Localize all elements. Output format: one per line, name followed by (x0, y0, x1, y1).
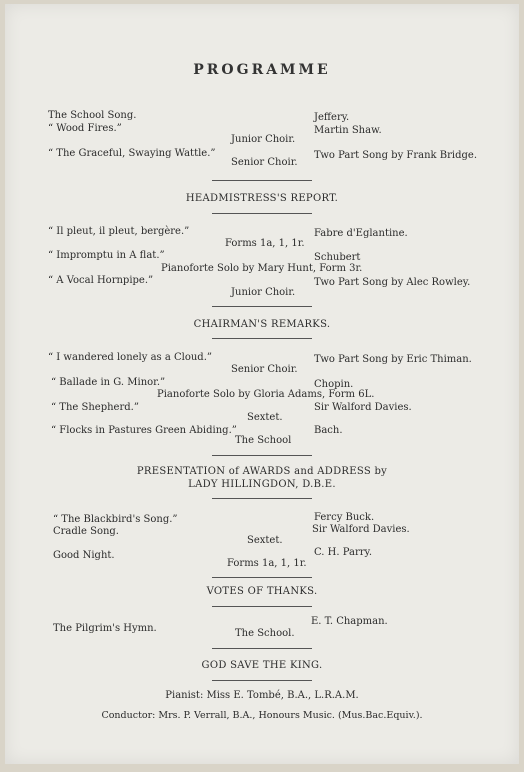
divider (212, 180, 312, 181)
item-left: “ The Graceful, Swaying Wattle.” (48, 148, 216, 159)
item-performer: Senior Choir. (231, 157, 298, 168)
item-performer: Pianoforte Solo by Mary Hunt, Form 3r. (161, 263, 363, 274)
item-performer: Junior Choir. (231, 134, 296, 145)
item-left: “ Ballade in G. Minor.” (51, 377, 166, 388)
item-left: “ Il pleut, il pleut, bergère.” (48, 226, 190, 237)
item-left: “ Wood Fires.” (48, 123, 122, 134)
pianist-credit: Pianist: Miss E. Tombé, B.A., L.R.A.M. (165, 690, 359, 701)
item-left: “ Flocks in Pastures Green Abiding.” (51, 425, 237, 436)
item-performer: Sextet. (247, 535, 283, 546)
item-left: Good Night. (53, 550, 115, 561)
item-right: E. T. Chapman. (311, 616, 388, 627)
item-left: “ The Blackbird's Song.” (53, 514, 178, 525)
item-left: The School Song. (48, 110, 137, 121)
section-heading: HEADMISTRESS'S REPORT. (185, 193, 339, 204)
divider (212, 306, 312, 307)
item-left: “ A Vocal Hornpipe.” (48, 275, 154, 286)
section-heading: LADY HILLINGDON, D.B.E. (188, 479, 336, 490)
item-performer: Forms 1a, 1, 1r. (227, 558, 307, 569)
item-performer: Forms 1a, 1, 1r. (225, 238, 305, 249)
divider (212, 606, 312, 607)
section-heading: PRESENTATION of AWARDS and ADDRESS by (136, 466, 388, 477)
section-heading: GOD SAVE THE KING. (201, 660, 323, 671)
item-performer: Pianoforte Solo by Gloria Adams, Form 6L. (157, 389, 375, 400)
divider (212, 498, 312, 499)
conductor-credit: Conductor: Mrs. P. Verrall, B.A., Honours Music. (Mus.Bac.Equiv.). (101, 710, 423, 721)
item-left: “ Impromptu in A flat.” (48, 250, 165, 261)
item-left: Cradle Song. (53, 526, 119, 537)
item-performer: Sextet. (247, 412, 283, 423)
item-right: C. H. Parry. (314, 547, 373, 558)
item-performer: The School (235, 435, 292, 446)
programme-sheet (5, 4, 519, 764)
item-right: Chopin. (314, 379, 354, 390)
item-left: The Pilgrim's Hymn. (53, 623, 157, 634)
item-performer: The School. (235, 628, 295, 639)
section-heading: CHAIRMAN'S REMARKS. (193, 319, 331, 330)
divider (212, 455, 312, 456)
item-right: Two Part Song by Eric Thiman. (314, 354, 472, 365)
divider (212, 213, 312, 214)
item-left: “ I wandered lonely as a Cloud.” (48, 352, 212, 363)
item-right: Jeffery. (314, 112, 350, 123)
item-right: Sir Walford Davies. (312, 524, 410, 535)
divider (212, 648, 312, 649)
item-performer: Junior Choir. (231, 287, 296, 298)
divider (212, 680, 312, 681)
item-right: Bach. (314, 425, 343, 436)
programme-title: PROGRAMME (193, 62, 331, 78)
item-right: Two Part Song by Alec Rowley. (314, 277, 471, 288)
divider (212, 577, 312, 578)
item-right: Sir Walford Davies. (314, 402, 412, 413)
section-heading: VOTES OF THANKS. (206, 586, 318, 597)
item-right: Fabre d'Eglantine. (314, 228, 408, 239)
item-right: Martin Shaw. (314, 125, 382, 136)
item-left: “ The Shepherd.” (51, 402, 139, 413)
item-right: Fercy Buck. (314, 512, 375, 523)
item-performer: Senior Choir. (231, 364, 298, 375)
divider (212, 338, 312, 339)
item-right: Two Part Song by Frank Bridge. (314, 150, 477, 161)
item-right: Schubert (314, 252, 361, 263)
